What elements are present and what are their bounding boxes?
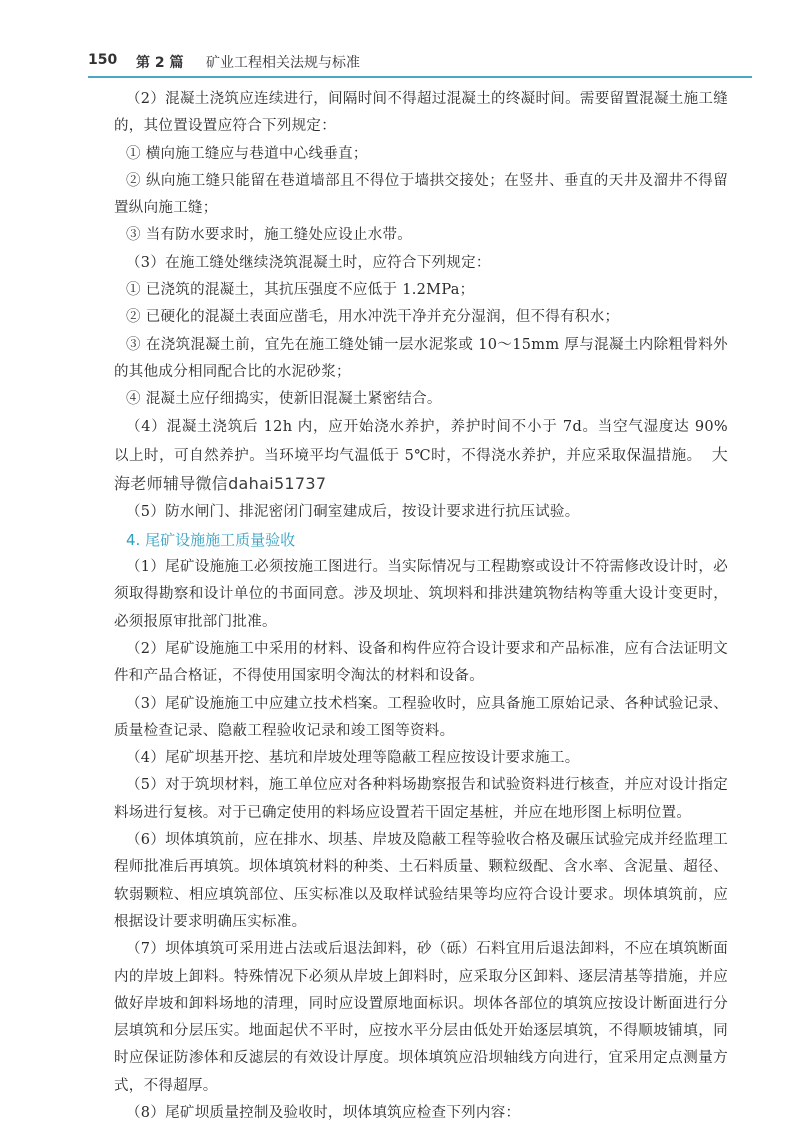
chapter-title: 矿业工程相关法规与标准	[206, 55, 360, 71]
paragraph: （1）尾矿设施施工必须按施工图进行。当实际情况与工程勘察或设计不符需修改设计时，必须取得勘察和设计单位的书面同意。涉及坝址、筑坝料和排洪建筑物结构等重大设计变更时，必须报原审批部门批准。	[114, 559, 728, 630]
paragraph: ① 横向施工缝应与巷道中心线垂直；	[126, 145, 368, 162]
paragraph-with-watermark	[114, 414, 728, 500]
paragraph: ③ 当有防水要求时，施工缝处应设止水带。	[126, 227, 413, 244]
section-heading: 4. 尾矿设施施工质量验收	[126, 530, 296, 549]
paragraph: （8）尾矿坝质量控制及验收时，坝体填筑应检查下列内容：	[126, 1104, 521, 1121]
paragraph: ② 已硬化的混凝土表面应凿毛，用水冲洗干净并充分湿润，但不得有积水；	[126, 309, 620, 326]
paragraph: ③ 在浇筑混凝土前，宜先在施工缝处铺一层水泥浆或 10～15mm 厚与混凝土内除粗骨料外的其他成分相同配合比的水泥砂浆；	[114, 336, 728, 380]
paragraph: （4）尾矿坝基开挖、基坑和岸坡处理等隐蔽工程应按设计要求施工。	[126, 750, 580, 767]
header-rule	[88, 76, 752, 78]
page-body	[114, 86, 728, 1127]
part-label: 第 2 篇	[136, 55, 184, 71]
paragraph-text: （4）混凝土浇筑后 12h 内，应开始浇水养护，养护时间不小于 7d。当空气湿度达 90% 以上时，可自然养护。当环境平均气温低于 5℃时，不得浇水养护，并应采取保温措施。	[114, 418, 728, 464]
paragraph: ① 已浇筑的混凝土，其抗压强度不应低于 1.2MPa；	[126, 282, 475, 299]
page-number: 150	[88, 52, 118, 68]
paragraph: ④ 混凝土应仔细捣实，使新旧混凝土紧密结合。	[126, 391, 442, 408]
paragraph: （2）混凝土浇筑应连续进行，间隔时间不得超过混凝土的终凝时间。需要留置混凝土施工缝的，其位置设置应符合下列规定：	[114, 91, 728, 135]
paragraph: （5）对于筑坝材料，施工单位应对各种料场勘察报告和试验资料进行核查，并应对设计指定料场进行复核。对于已确定使用的料场应设置若干固定基桩，并应在地形图上标明位置。	[114, 777, 728, 821]
paragraph: （6）坝体填筑前，应在排水、坝基、岸坡及隐蔽工程等验收合格及碾压试验完成并经监理工程师批准后再填筑。坝体填筑材料的种类、土石料质量、颗粒级配、含水率、含泥量、超径、软弱颗粒、相应填筑部位、压实标准以及取样试验结果等均应符合设计要求。坝体填筑前，应根据设计要求明确压实标准。	[114, 832, 728, 930]
paragraph: ② 纵向施工缝只能留在巷道墙部且不得位于墙拱交接处；在竖井、垂直的天井及溜井不得留置纵向施工缝；	[114, 172, 728, 217]
watermark-text: 大海老师辅导微信dahai51737	[114, 444, 728, 494]
paragraph: （7）坝体填筑可采用进占法或后退法卸料，砂（砾）石料宜用后退法卸料，不应在填筑断面内的岸坡上卸料。特殊情况下必须从岸坡上卸料时，应采取分区卸料、逐层清基等措施，并应做好岸坡和卸料场地的清理，同时应设置原地面标识。坝体各部位的填筑应按设计断面进行分层填筑和分层压实。地面起伏不平时，应按水平分层由低处开始逐层填筑，不得顺坡铺填，同时应保证防渗体和反滤层的有效设计厚度。坝体填筑应沿坝轴线方向进行，宜采用定点测量方式，不得超厚。	[114, 941, 728, 1094]
paragraph: （2）尾矿设施施工中采用的材料、设备和构件应符合设计要求和产品标准，应有合法证明文件和产品合格证，不得使用国家明令淘汰的材料和设备。	[114, 640, 728, 685]
paragraph: （3）在施工缝处继续浇筑混凝土时，应符合下列规定：	[126, 254, 491, 271]
paragraph: （5）防水闸门、排泥密闭门硐室建成后，按设计要求进行抗压试验。	[126, 504, 580, 521]
paragraph: （3）尾矿设施施工中应建立技术档案。工程验收时，应具备施工原始记录、各种试验记录、质量检查记录、隐蔽工程验收记录和竣工图等资料。	[114, 695, 728, 739]
page-header	[88, 50, 748, 74]
